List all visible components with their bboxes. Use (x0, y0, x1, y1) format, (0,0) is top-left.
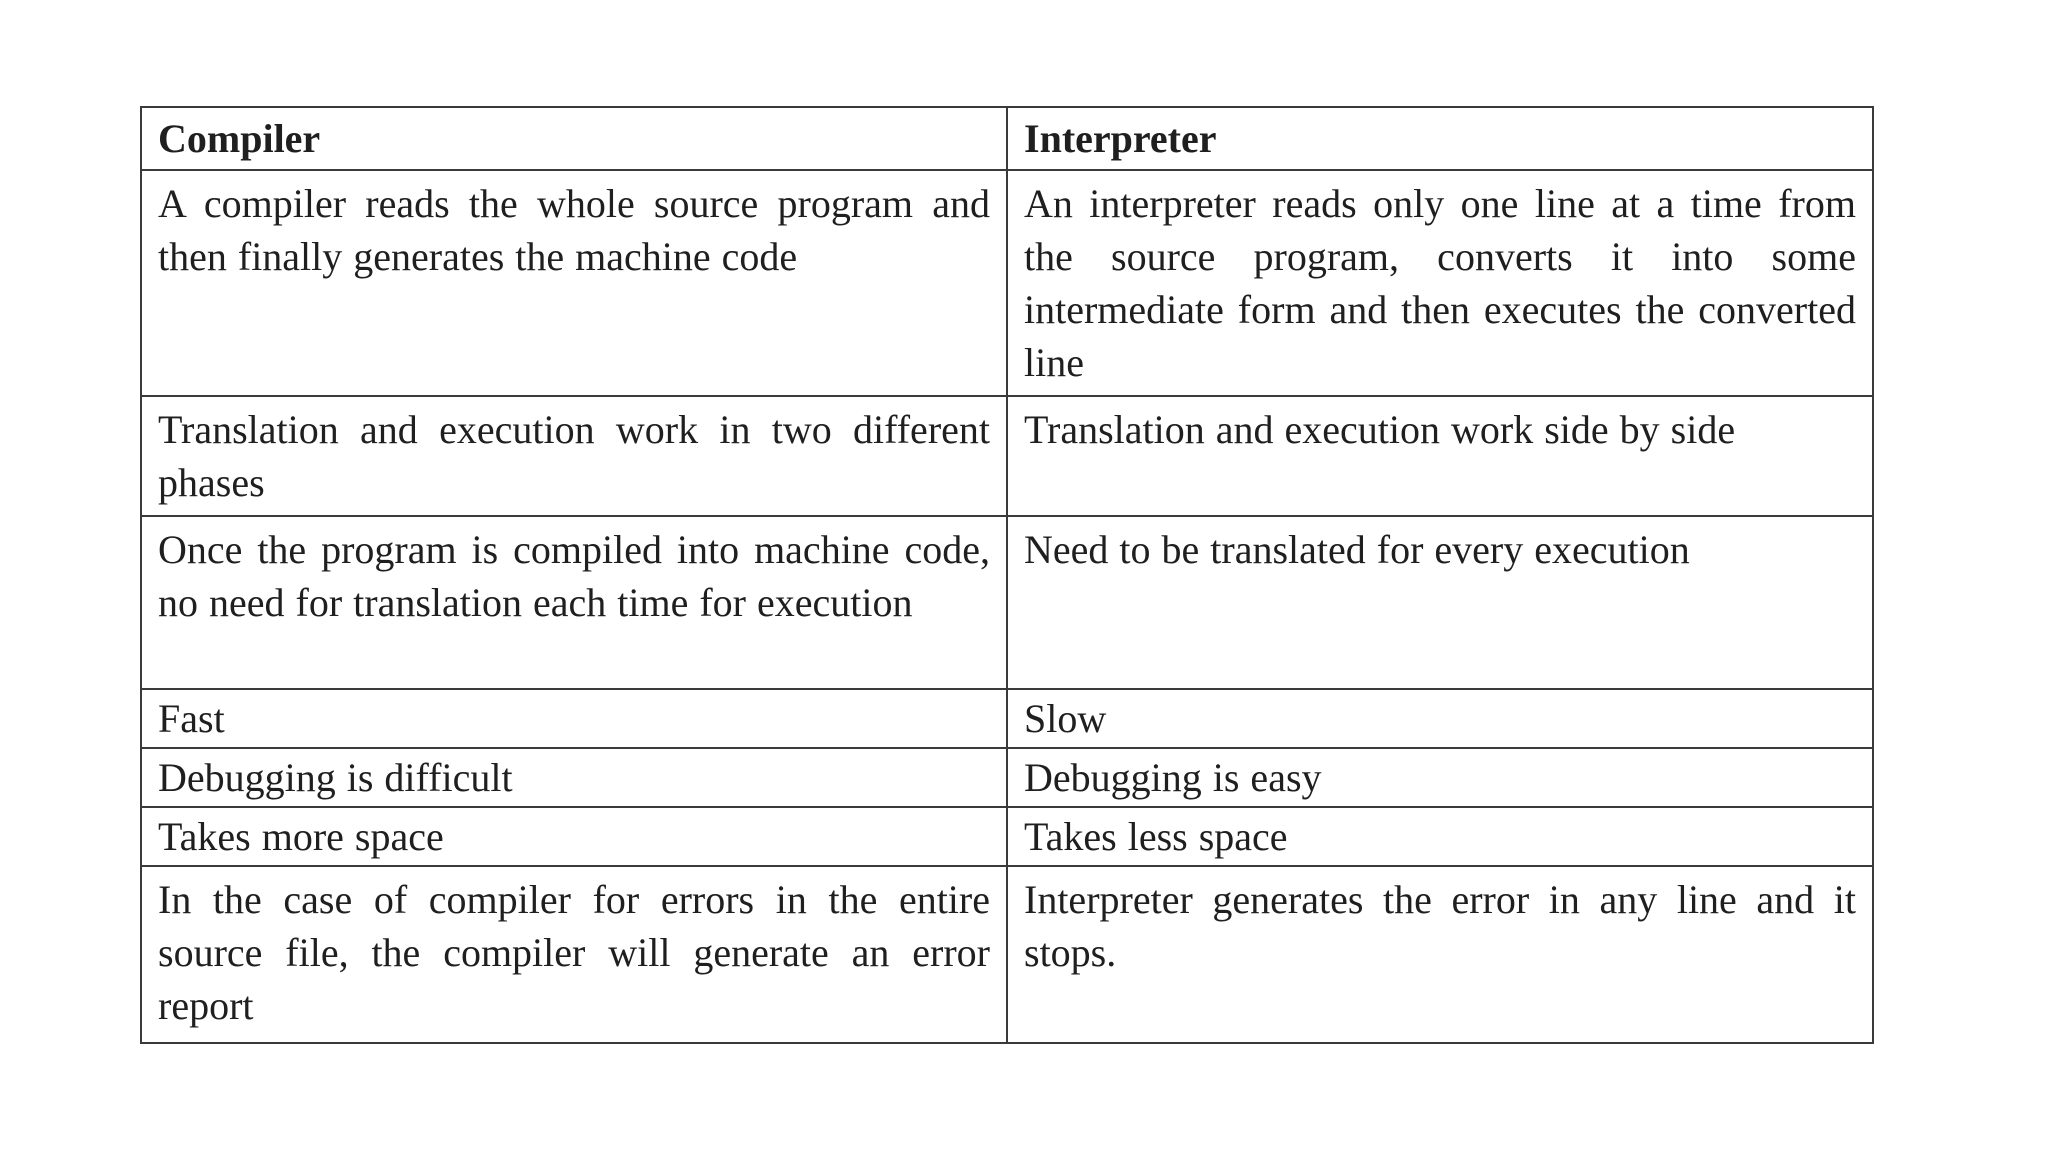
header-compiler: Compiler (141, 107, 1007, 170)
compiler-cell: Debugging is difficult (141, 748, 1007, 807)
interpreter-cell: An interpreter reads only one line at a time from the source program, converts it into some intermediate form and then executes the converted line (1007, 170, 1873, 396)
comparison-table (140, 106, 1874, 1044)
compiler-cell: In the case of compiler for errors in the entire source file, the compiler will generate an error report (141, 866, 1007, 1043)
interpreter-cell: Takes less space (1007, 807, 1873, 866)
interpreter-cell: Interpreter generates the error in any line and it stops. (1007, 866, 1873, 1043)
table-body (141, 170, 1873, 1043)
table-row (141, 689, 1873, 748)
table-row (141, 748, 1873, 807)
compiler-cell: Translation and execution work in two different phases (141, 396, 1007, 516)
header-row (141, 107, 1873, 170)
table-row (141, 516, 1873, 689)
table-row (141, 170, 1873, 396)
compiler-cell: A compiler reads the whole source program and then finally generates the machine code (141, 170, 1007, 396)
table-row (141, 807, 1873, 866)
compiler-cell: Takes more space (141, 807, 1007, 866)
compiler-cell: Fast (141, 689, 1007, 748)
interpreter-cell: Slow (1007, 689, 1873, 748)
table-row (141, 866, 1873, 1043)
table-header (141, 107, 1873, 170)
interpreter-cell: Need to be translated for every execution (1007, 516, 1873, 689)
table-row (141, 396, 1873, 516)
compiler-cell: Once the program is compiled into machine code, no need for translation each time for execution (141, 516, 1007, 689)
header-interpreter: Interpreter (1007, 107, 1873, 170)
interpreter-cell: Translation and execution work side by side (1007, 396, 1873, 516)
interpreter-cell: Debugging is easy (1007, 748, 1873, 807)
